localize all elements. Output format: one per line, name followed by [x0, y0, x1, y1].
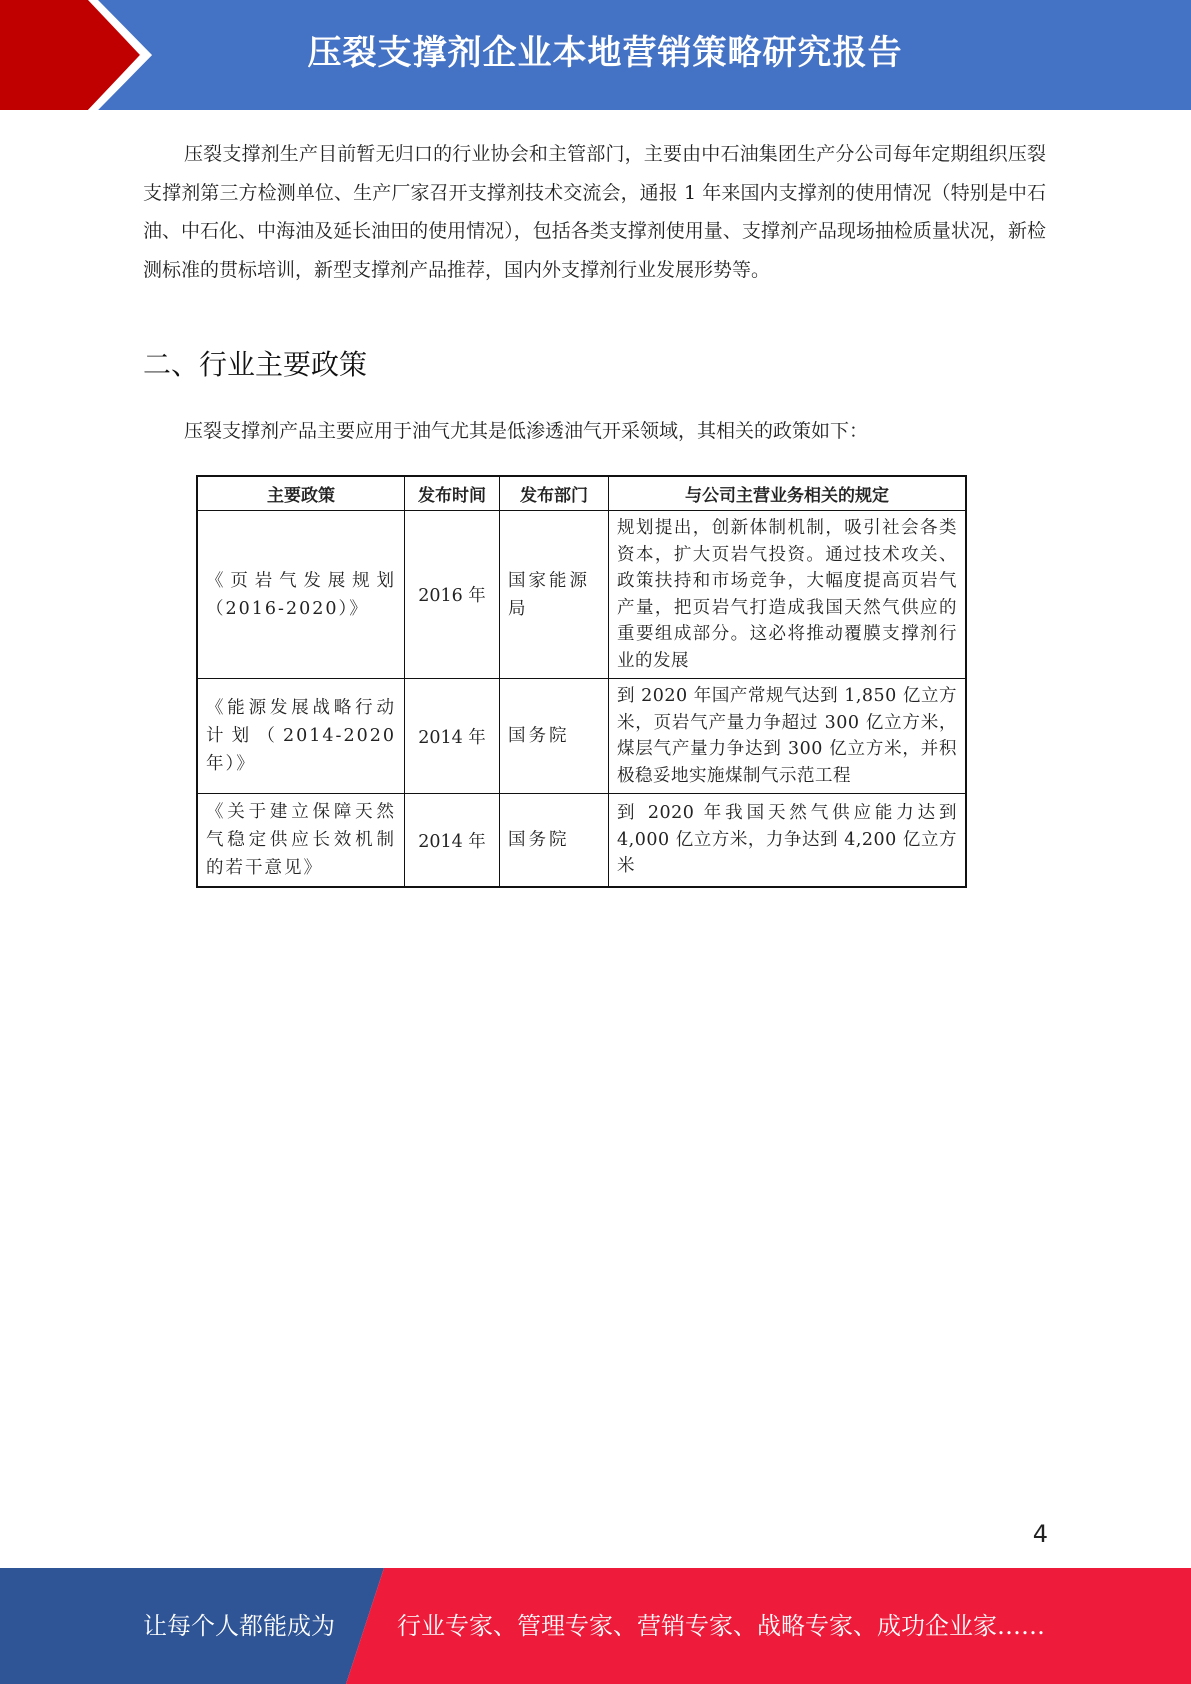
policy-table [196, 475, 967, 888]
red-chevron-decoration [0, 0, 160, 110]
intro-paragraph: 压裂支撑剂产品主要应用于油气尤其是低渗透油气开采领域，其相关的政策如下： [184, 420, 869, 442]
policy-cell: 《页岩气发展规划（2016-2020）》 [197, 511, 405, 679]
body-content [143, 135, 1046, 289]
table-row [197, 679, 966, 794]
footer-slogan-left: 让每个人都能成为 [143, 1612, 335, 1640]
section-heading: 二、行业主要政策 [143, 348, 368, 381]
department-cell: 国务院 [500, 794, 609, 888]
rule-cell: 规划提出，创新体制机制，吸引社会各类资本，扩大页岩气投资。通过技术攻关、政策扶持和市场竞争，大幅度提高页岩气产量，把页岩气打造成我国天然气供应的重要组成部分。这必将推动覆膜支撑剂行业的发展 [609, 511, 967, 679]
header-cell-date: 发布时间 [405, 476, 500, 511]
date-cell: 2014 年 [405, 679, 500, 794]
table-row [197, 794, 966, 888]
rule-cell: 到 2020 年国产常规气达到 1,850 亿立方米，页岩气产量力争超过 300 亿立方米，煤层气产量力争达到 300 亿立方米，并积极稳妥地实施煤制气示范工程 [609, 679, 967, 794]
header-cell-policy: 主要政策 [197, 476, 405, 511]
footer-slogan-right: 行业专家、管理专家、营销专家、战略专家、成功企业家…… [397, 1612, 1045, 1640]
body-paragraph: 压裂支撑剂生产目前暂无归口的行业协会和主管部门，主要由中石油集团生产分公司每年定期组织压裂支撑剂第三方检测单位、生产厂家召开支撑剂技术交流会，通报 1 年来国内支撑剂的使用情况（特别是中石油、中石化、中海油及延长油田的使用情况），包括各类支撑剂使用量、支撑剂产品现场抽检质量状况，新检测标准的贯标培训，新型支撑剂产品推荐，国内外支撑剂行业发展形势等。 [143, 143, 1046, 281]
header-cell-department: 发布部门 [500, 476, 609, 511]
date-cell: 2014 年 [405, 794, 500, 888]
header-banner [0, 0, 1191, 110]
table-header-row [197, 476, 966, 511]
department-cell: 国家能源局 [500, 511, 609, 679]
rule-cell: 到 2020 年我国天然气供应能力达到 4,000 亿立方米，力争达到 4,200 亿立方米 [609, 794, 967, 888]
policy-cell: 《关于建立保障天然气稳定供应长效机制的若干意见》 [197, 794, 405, 888]
footer-banner [0, 1568, 1191, 1684]
table-row [197, 511, 966, 679]
date-cell: 2016 年 [405, 511, 500, 679]
department-cell: 国务院 [500, 679, 609, 794]
header-cell-rule: 与公司主营业务相关的规定 [609, 476, 967, 511]
page-number: 4 [1032, 1520, 1048, 1548]
report-title: 压裂支撑剂企业本地营销策略研究报告 [307, 33, 903, 73]
policy-cell: 《能源发展战略行动计划（2014-2020 年）》 [197, 679, 405, 794]
